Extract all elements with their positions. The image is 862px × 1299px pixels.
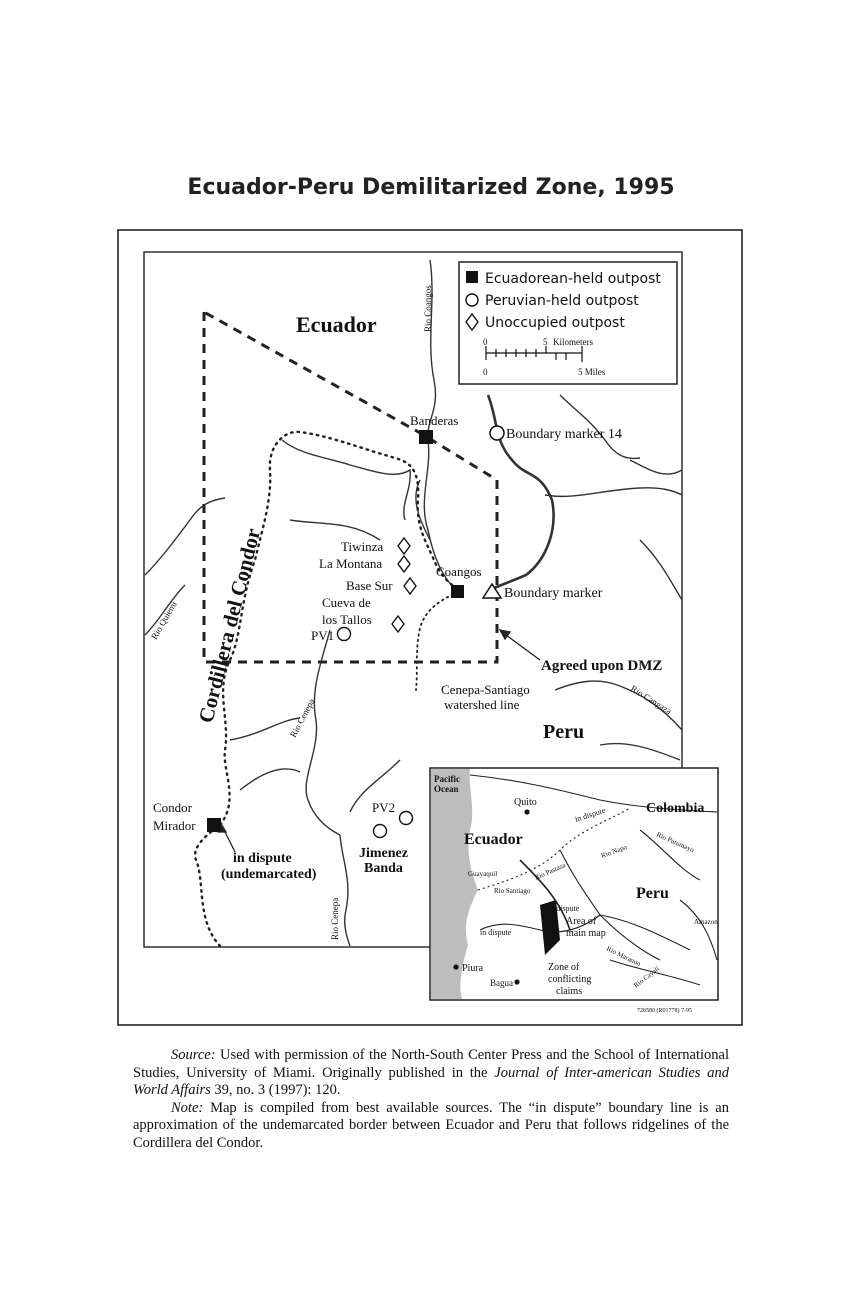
peru-label: Peru: [543, 721, 585, 743]
area-label-1: Area of: [566, 916, 597, 927]
jimenez-label-1: Jimenez: [359, 846, 408, 861]
inset-dispute-c: in dispute: [480, 928, 512, 937]
legend-ecuadorean: Ecuadorean-held outpost: [485, 271, 661, 287]
boundary-marker-14-label: Boundary marker 14: [506, 427, 622, 442]
amazon-label: Amazon: [694, 918, 718, 926]
source-paragraph: [133, 1047, 729, 1100]
zone-label-2: conflicting: [548, 974, 592, 985]
guayaquil-label: Guayaquil: [468, 870, 498, 878]
legend-unoccupied: Unoccupied outpost: [485, 315, 625, 331]
rio-maranon-label: Rio Maranon: [605, 944, 643, 969]
zone-label-1: Zone of: [548, 962, 580, 973]
legend-peruvian: Peruvian-held outpost: [485, 293, 639, 309]
arrow-dmz-head: [500, 630, 510, 639]
rio-coangos-label: Rio Coangos: [423, 285, 433, 332]
rio-napo-label: Rio Napo: [599, 843, 629, 860]
inset-ecuador-label: Ecuador: [464, 831, 523, 848]
pv2-marker: [400, 812, 413, 825]
watershed-line: [416, 592, 458, 690]
rio-cayali-label: Rio Cayali: [632, 964, 661, 990]
condor-mirador-marker: [207, 818, 221, 832]
source-label: Source:: [171, 1047, 216, 1063]
condor-label-2: Mirador: [153, 818, 196, 833]
cueva-marker: [392, 616, 404, 632]
ecuador-label: Ecuador: [296, 312, 377, 337]
tiwinza-label: Tiwinza: [341, 539, 384, 554]
source-text-1: Used with permission of the North-South Center Press and the School of International Studies, University of Miami. Originally published in the: [133, 1047, 729, 1081]
river-east-2: [630, 460, 682, 474]
rio-cenepa-label: Rio Cenepa: [287, 696, 317, 739]
river-upper-loop: [282, 440, 410, 520]
scale-km-five: 5: [543, 337, 548, 347]
river-quiemi: [145, 498, 225, 575]
cordillera-label: Cordillera del Condor: [193, 525, 266, 726]
legend-square-icon: [466, 271, 478, 283]
boundary-marker-14-icon: [490, 426, 504, 440]
colombia-label: Colombia: [646, 801, 705, 816]
dispute-label-2: (undemarcated): [221, 867, 317, 882]
scale-km-label: Kilometers: [553, 337, 593, 347]
source-journal: Journal of Inter-american Studies and World Affairs: [133, 1064, 730, 1098]
zone-label-3: claims: [556, 986, 583, 997]
agreed-dmz-label: Agreed upon DMZ: [541, 658, 663, 674]
cueva-label-2: los Tallos: [322, 612, 372, 627]
cenepa-label-2: watershed line: [444, 697, 520, 712]
base-sur-label: Base Sur: [346, 578, 393, 593]
tiwinza-marker: [398, 538, 410, 554]
inset-dispute-b: in dispute: [548, 904, 580, 913]
cenepa-label-1: Cenepa-Santiago: [441, 682, 530, 697]
la-montana-marker: [398, 556, 410, 572]
scale-mi-label: 5 Miles: [578, 367, 606, 377]
river-cenepa-lower: [340, 835, 350, 946]
quito-dot: [524, 809, 529, 814]
bagua-label: Bagua: [490, 978, 513, 988]
pv1-label: PV1: [311, 628, 335, 643]
rio-cenepa-label-2: Rio Cenepa: [330, 897, 340, 940]
la-montana-label: La Montana: [319, 556, 383, 571]
pacific-label-1: Pacific: [434, 774, 460, 784]
coangos-label: Coangos: [436, 564, 482, 579]
inset-peru-label: Peru: [636, 885, 669, 902]
river-east-1: [545, 488, 682, 497]
boundary-marker-label: Boundary marker: [504, 586, 603, 601]
inset-code-label: 726580 (R01778) 7-95: [637, 1008, 692, 1014]
pv1-marker: [338, 628, 351, 641]
rio-santiago-label: Rio Santiago: [494, 887, 531, 895]
area-label-2: main map: [566, 928, 606, 939]
rio-quiemi-label: Rio Quiemi: [149, 599, 179, 641]
river-mid: [290, 520, 380, 540]
note-label: Note:: [171, 1099, 204, 1116]
inset-map: [430, 768, 718, 1014]
page-title: Ecuador-Peru Demilitarized Zone, 1995: [187, 175, 675, 200]
rio-putumayo-label: Rio Putumayo: [655, 830, 696, 855]
note-text: Map is compiled from best available sources. The “in dispute” boundary line is an approximation of the undemarcated border between Ecuador and Peru that follows ridgelines of the Cordillera del Condor.: [133, 1099, 729, 1151]
note-paragraph: [133, 1100, 729, 1153]
river-east-3: [640, 540, 682, 600]
pacific-label-2: Ocean: [434, 784, 459, 794]
rio-pastaza-label: Rio Pastaza: [533, 861, 567, 882]
scale-km-zero: 0: [483, 337, 488, 347]
cueva-label-1: Cueva de: [322, 595, 371, 610]
banderas-label: Banderas: [410, 413, 459, 428]
quito-label: Quito: [514, 797, 537, 808]
coangos-marker: [451, 585, 464, 598]
bagua-dot: [514, 979, 519, 984]
legend-circle-icon: [466, 294, 478, 306]
river-trib-1: [230, 718, 300, 740]
base-sur-marker: [404, 578, 416, 594]
pv2-label: PV2: [372, 800, 396, 815]
rio-cangaza-label: Rio Cangaza: [628, 683, 674, 717]
piura-label: Piura: [462, 963, 484, 974]
legend: [459, 262, 677, 384]
jimenez-marker: [374, 825, 387, 838]
inset-dispute-a: in dispute: [573, 805, 607, 824]
caption: [133, 1047, 729, 1152]
condor-label-1: Condor: [153, 800, 192, 815]
scale-mi-zero: 0: [483, 367, 488, 377]
dispute-label-1: in dispute: [233, 851, 292, 866]
river-trib-2: [240, 769, 300, 790]
piura-dot: [453, 964, 458, 969]
river-se: [600, 743, 680, 760]
source-text-2: 39, no. 3 (1997): 120.: [210, 1082, 341, 1098]
banderas-marker: [419, 430, 433, 444]
jimenez-label-2: Banda: [364, 861, 403, 876]
